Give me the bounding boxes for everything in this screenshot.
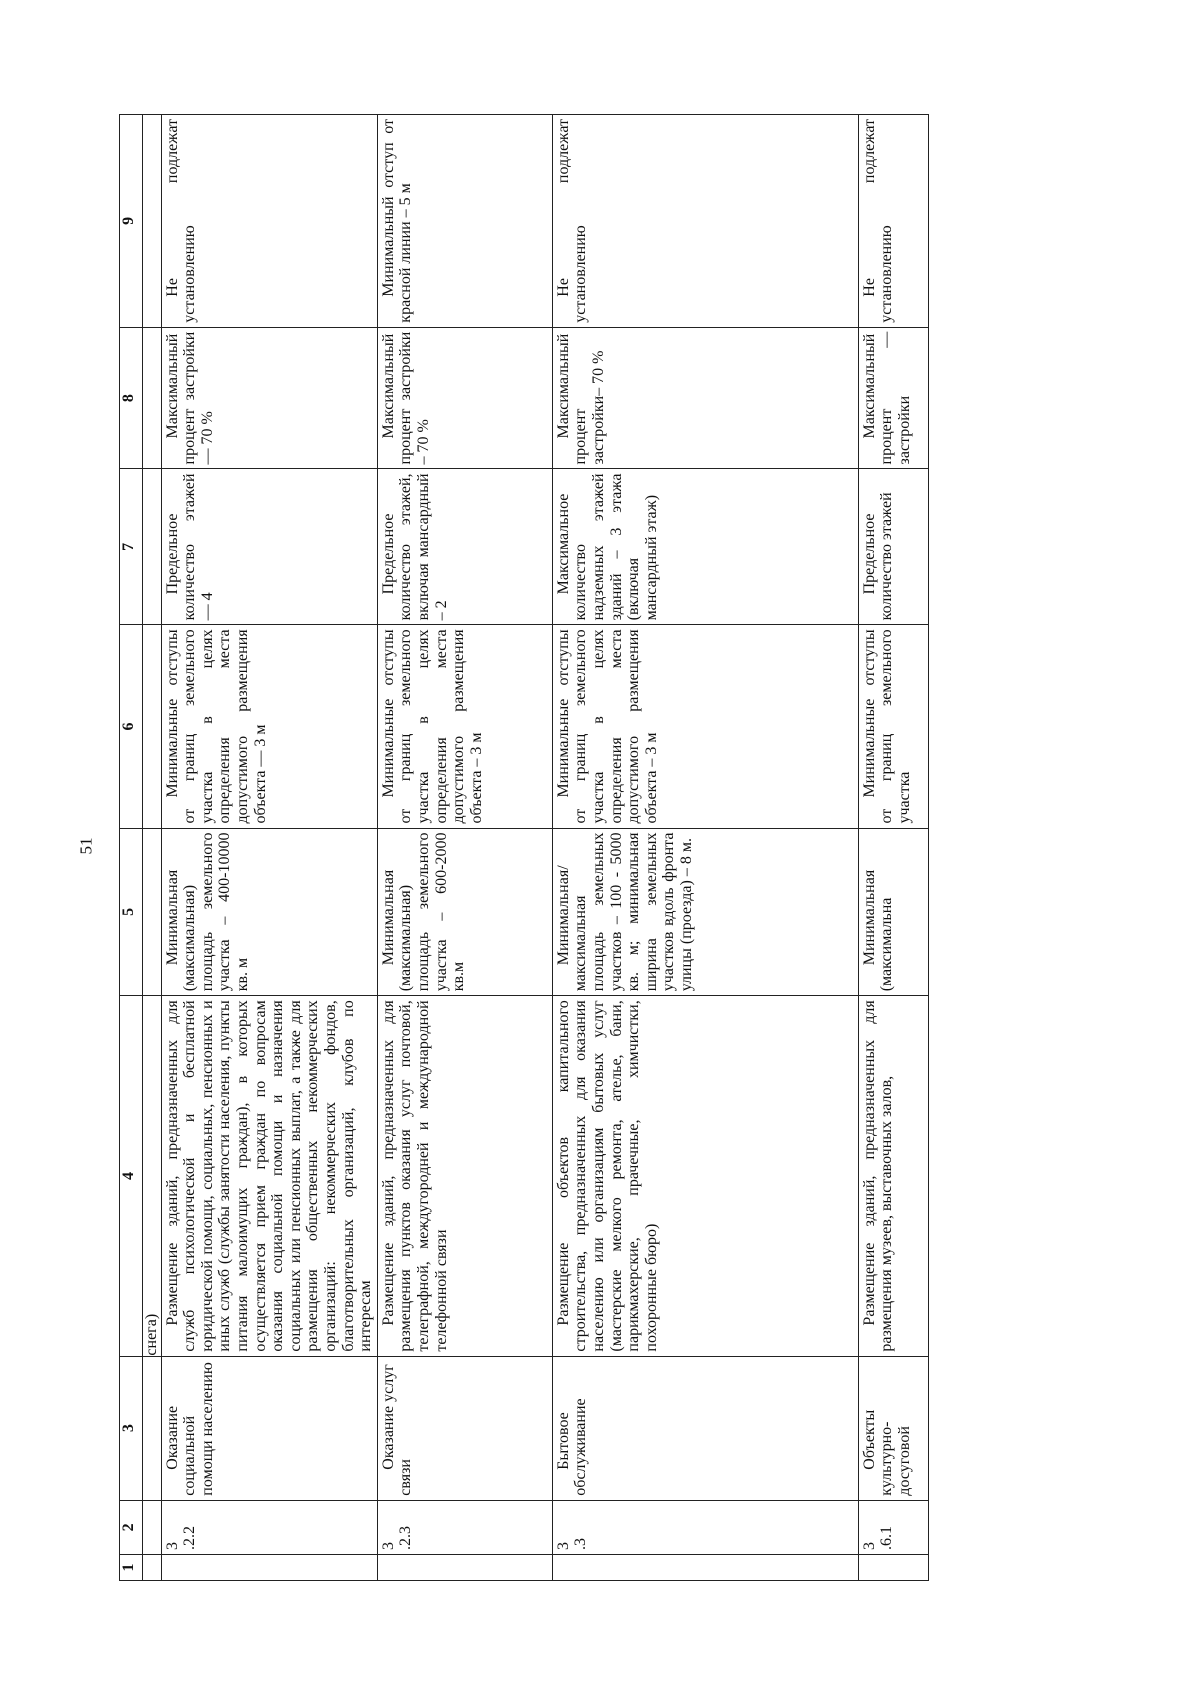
col-header-8: 8 — [120, 327, 143, 469]
row-other: Не подлежат установлению — [858, 115, 928, 328]
row-name: Оказание социальной помощи населению — [161, 1356, 377, 1500]
row-code: 3 .2.3 — [377, 1500, 552, 1554]
col-header-9: 9 — [120, 115, 143, 328]
rotated-table-container — [119, 114, 1124, 1581]
col-header-1: 1 — [120, 1555, 143, 1581]
row-code: 3 .3 — [552, 1500, 858, 1554]
row-floors: Предельное количество этажей, включая мансардный – 2 — [377, 469, 552, 625]
row-setback: Минимальные отступы от границ земельного участка в целях определения места допустимого размещения объекта – 3 м — [552, 625, 858, 828]
row-description: Размещение объектов капитального строительства, предназначенных для оказания населению или организациям бытовых услуг (мастерские мелкого ремонта, ателье, бани, парикмахерские, прачечные, химчистки, похоронные бюро) — [552, 996, 858, 1356]
row-code: 3 .6.1 — [858, 1500, 928, 1554]
row-area: Минимальная (максимальная) площадь земельного участка – 400-10000 кв. м — [161, 828, 377, 996]
table-row — [161, 115, 377, 1581]
carry-over-text: снега) — [143, 996, 162, 1356]
row-coverage: Максимальный процент — застройки — [858, 327, 928, 469]
carry-over-row — [143, 115, 162, 1581]
row-floors: Максимальное количество надземных этажей зданий – 3 этажа (включая мансардный этаж) — [552, 469, 858, 625]
row-other: Минимальный отступ от красной линии – 5 м — [377, 115, 552, 328]
row-description: Размещение зданий, предназначенных для служб психологической и бесплатной юридической помощи, социальных, пенсионных и иных служб (службы занятости населения, пункты питания малоимущих граждан), в которых осуществляется прием граждан по вопросам оказания социальной помощи и назначения социальных или пенсионных выплат, а также для размещения общественных некоммерческих организаций: некоммерческих фондов, благотворительных организаций, клубов по интересам — [161, 996, 377, 1356]
row-coverage: Максимальный процент застройки — 70 % — [161, 327, 377, 469]
col-header-5: 5 — [120, 828, 143, 996]
row-floors: Предельное количество этажей — 4 — [161, 469, 377, 625]
row-description: Размещение зданий, предназначенных для размещения пунктов оказания услуг почтовой, телеграфной, междугородней и международной телефонной связи — [377, 996, 552, 1356]
row-floors: Предельное количество этажей — [858, 469, 928, 625]
row-setback: Минимальные отступы от границ земельного участка в целях определения места допустимого размещения объекта – 3 м — [377, 625, 552, 828]
row-area: Минимальная/максимальная площадь земельных участков – 100 - 5000 кв. м; минимальная ширина земельных участков вдоль фронта улицы (проезда) – 8 м. — [552, 828, 858, 996]
table-row — [552, 115, 858, 1581]
row-setback: Минимальные отступы от границ земельного участка в целях определения места допустимого размещения объекта — 3 м — [161, 625, 377, 828]
header-row — [120, 115, 143, 1581]
row-other: Не подлежат установлению — [161, 115, 377, 328]
table-row — [858, 115, 928, 1581]
row-name: Бытовое обслуживание — [552, 1356, 858, 1500]
page-number: 51 — [76, 837, 96, 855]
row-area: Минимальная (максимальна — [858, 828, 928, 996]
row-name: Объекты культурно-досуговой — [858, 1356, 928, 1500]
table-row — [377, 115, 552, 1581]
row-setback: Минимальные отступы от границ земельного участка — [858, 625, 928, 828]
col-header-3: 3 — [120, 1356, 143, 1500]
col-header-7: 7 — [120, 469, 143, 625]
row-name: Оказание услуг связи — [377, 1356, 552, 1500]
land-use-table — [119, 114, 929, 1581]
row-other: Не подлежат установлению — [552, 115, 858, 328]
col-header-6: 6 — [120, 625, 143, 828]
row-description: Размещение зданий, предназначенных для размещения музеев, выставочных залов, — [858, 996, 928, 1356]
row-coverage: Максимальный процент застройки– 70 % — [552, 327, 858, 469]
col-header-4: 4 — [120, 996, 143, 1356]
row-area: Минимальная (максимальная) площадь земельного участка – 600-2000 кв.м — [377, 828, 552, 996]
row-coverage: Максимальный процент застройки – 70 % — [377, 327, 552, 469]
row-code: 3 .2.2 — [161, 1500, 377, 1554]
col-header-2: 2 — [120, 1500, 143, 1554]
